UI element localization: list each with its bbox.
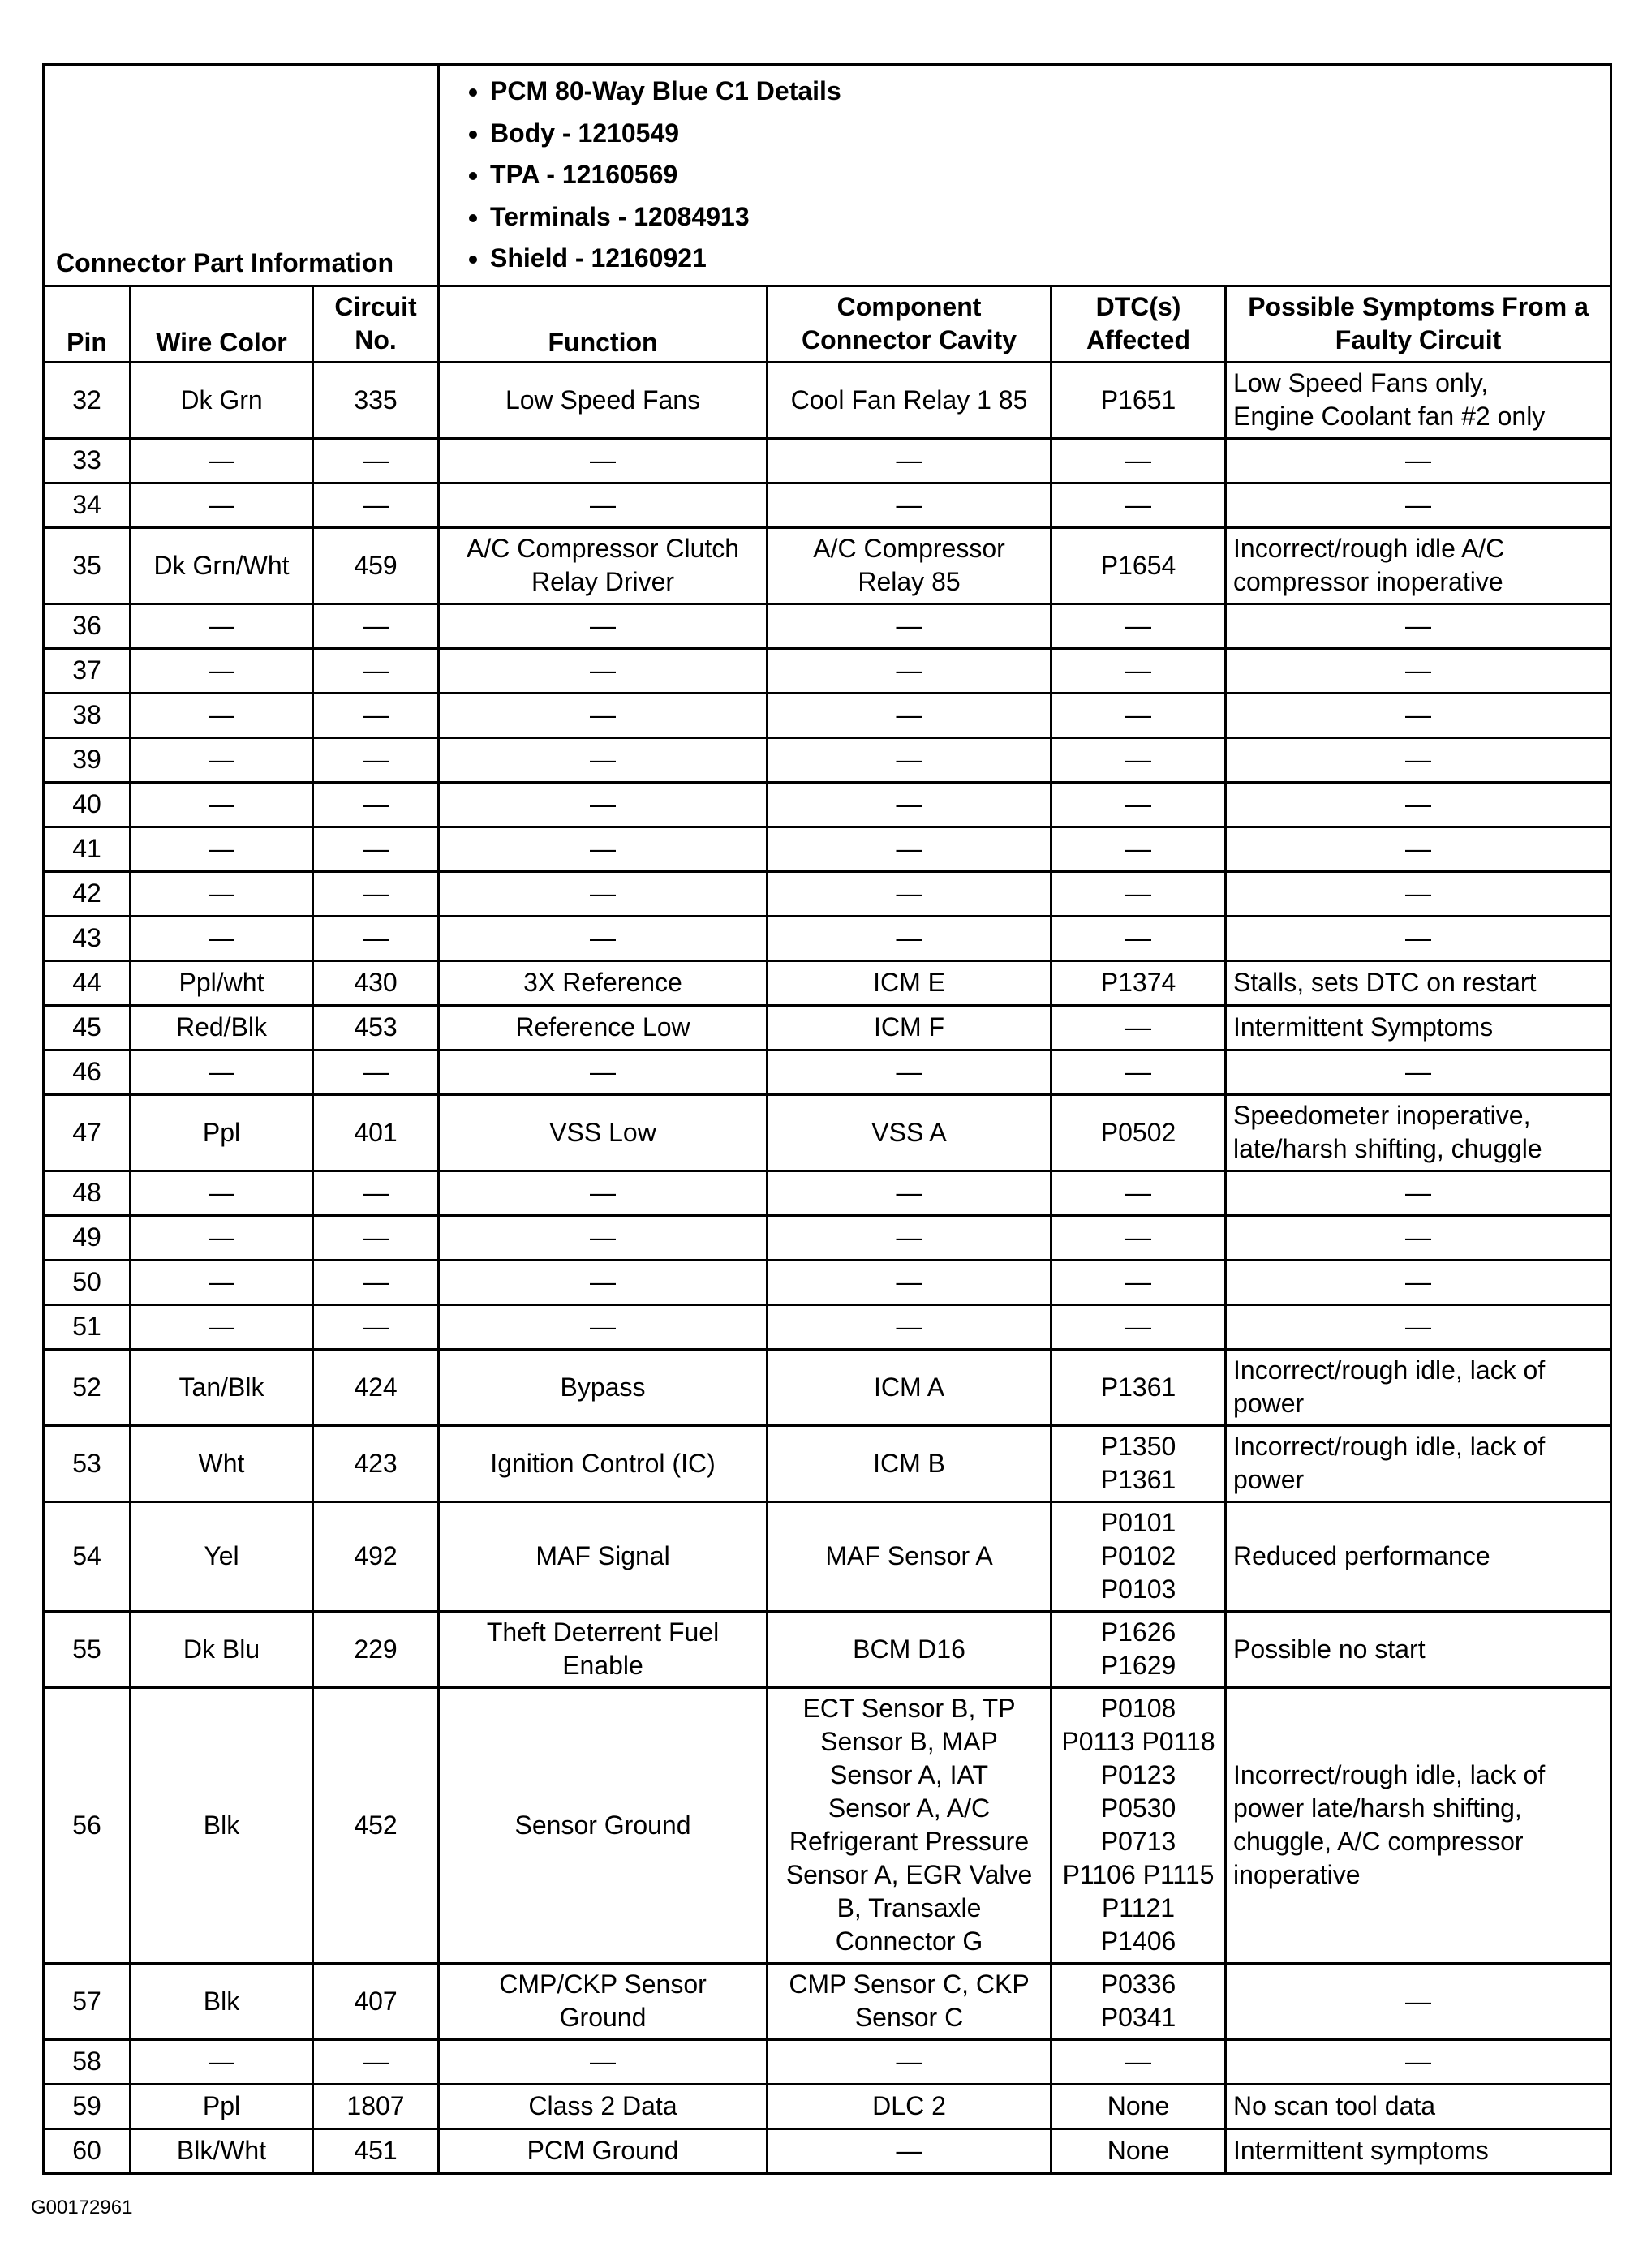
circuit-cell: 459 xyxy=(313,527,439,604)
wire-color-cell: — xyxy=(131,483,313,527)
dtc-cell: — xyxy=(1051,604,1226,648)
dtc-cell: — xyxy=(1051,483,1226,527)
symptoms-cell: — xyxy=(1226,2039,1611,2084)
dtc-cell: — xyxy=(1051,1215,1226,1260)
dtc-cell: — xyxy=(1051,693,1226,737)
table-row xyxy=(44,1094,1611,1171)
wire-color-cell: Blk xyxy=(131,1963,313,2039)
symptoms-cell: Possible no start xyxy=(1226,1611,1611,1687)
wire-color-cell: — xyxy=(131,1171,313,1215)
table-row xyxy=(44,960,1611,1005)
wire-color-cell: — xyxy=(131,871,313,916)
circuit-cell: 424 xyxy=(313,1349,439,1425)
dtc-cell: P0336 P0341 xyxy=(1051,1963,1226,2039)
function-cell: — xyxy=(439,1171,768,1215)
pin-cell: 36 xyxy=(44,604,131,648)
table-row xyxy=(44,693,1611,737)
wire-color-cell: — xyxy=(131,604,313,648)
table-row xyxy=(44,604,1611,648)
table-row xyxy=(44,1050,1611,1094)
cavity-cell: — xyxy=(768,483,1051,527)
table-row xyxy=(44,527,1611,604)
symptoms-cell: — xyxy=(1226,1171,1611,1215)
pin-cell: 39 xyxy=(44,737,131,782)
cavity-cell: VSS A xyxy=(768,1094,1051,1171)
pin-cell: 44 xyxy=(44,960,131,1005)
wire-color-cell: — xyxy=(131,648,313,693)
part-info-item: • TPA - 12160569 xyxy=(490,154,1610,196)
wire-color-cell: Tan/Blk xyxy=(131,1349,313,1425)
cavity-cell: — xyxy=(768,1260,1051,1304)
dtc-cell: — xyxy=(1051,1050,1226,1094)
dtc-cell: P0108 P0113 P0118 P0123 P0530 P0713 P1106 P1115 P1121 P1406 xyxy=(1051,1687,1226,1963)
table-row xyxy=(44,1501,1611,1611)
pin-cell: 33 xyxy=(44,438,131,483)
dtc-cell: — xyxy=(1051,1304,1226,1349)
cavity-cell: — xyxy=(768,827,1051,871)
function-cell: — xyxy=(439,693,768,737)
dtc-cell: P1374 xyxy=(1051,960,1226,1005)
pin-cell: 40 xyxy=(44,782,131,827)
connector-part-info-label: Connector Part Information xyxy=(44,65,439,286)
wire-color-cell: Blk/Wht xyxy=(131,2128,313,2173)
wire-color-cell: Blk xyxy=(131,1687,313,1963)
circuit-cell: — xyxy=(313,693,439,737)
pin-cell: 48 xyxy=(44,1171,131,1215)
function-cell: — xyxy=(439,2039,768,2084)
function-cell: Bypass xyxy=(439,1349,768,1425)
dtc-cell: P1361 xyxy=(1051,1349,1226,1425)
dtc-cell: None xyxy=(1051,2084,1226,2128)
table-row xyxy=(44,1687,1611,1963)
circuit-cell: — xyxy=(313,1260,439,1304)
table-row xyxy=(44,782,1611,827)
circuit-cell: — xyxy=(313,1304,439,1349)
function-cell: Ignition Control (IC) xyxy=(439,1425,768,1501)
wire-color-cell: — xyxy=(131,1215,313,1260)
function-cell: Low Speed Fans xyxy=(439,362,768,438)
pin-cell: 47 xyxy=(44,1094,131,1171)
part-info-item: • PCM 80-Way Blue C1 Details xyxy=(490,71,1610,113)
pin-cell: 51 xyxy=(44,1304,131,1349)
table-row xyxy=(44,1963,1611,2039)
function-cell: — xyxy=(439,737,768,782)
wire-color-cell: — xyxy=(131,737,313,782)
cavity-cell: — xyxy=(768,2128,1051,2173)
symptoms-cell: Low Speed Fans only, Engine Coolant fan #2 only xyxy=(1226,362,1611,438)
symptoms-cell: Reduced performance xyxy=(1226,1501,1611,1611)
function-cell: Class 2 Data xyxy=(439,2084,768,2128)
symptoms-cell: — xyxy=(1226,737,1611,782)
function-cell: Reference Low xyxy=(439,1005,768,1050)
circuit-cell: 492 xyxy=(313,1501,439,1611)
symptoms-cell: — xyxy=(1226,1050,1611,1094)
cavity-cell: — xyxy=(768,916,1051,960)
circuit-cell: — xyxy=(313,648,439,693)
header-pin: Pin xyxy=(44,286,131,362)
pin-cell: 59 xyxy=(44,2084,131,2128)
wire-color-cell: — xyxy=(131,693,313,737)
part-info-item: • Body - 1210549 xyxy=(490,113,1610,155)
circuit-cell: — xyxy=(313,916,439,960)
circuit-cell: — xyxy=(313,827,439,871)
function-cell: — xyxy=(439,1050,768,1094)
cavity-cell: — xyxy=(768,1171,1051,1215)
connector-part-info-list xyxy=(440,66,1610,285)
symptoms-cell: Stalls, sets DTC on restart xyxy=(1226,960,1611,1005)
table-row xyxy=(44,2084,1611,2128)
pin-cell: 45 xyxy=(44,1005,131,1050)
function-cell: — xyxy=(439,438,768,483)
header-symptoms: Possible Symptoms From a Faulty Circuit xyxy=(1226,286,1611,362)
circuit-cell: — xyxy=(313,871,439,916)
function-cell: — xyxy=(439,1304,768,1349)
symptoms-cell: — xyxy=(1226,916,1611,960)
pin-cell: 58 xyxy=(44,2039,131,2084)
dtc-cell: P0502 xyxy=(1051,1094,1226,1171)
circuit-cell: — xyxy=(313,782,439,827)
dtc-cell: — xyxy=(1051,737,1226,782)
figure-id: G00172961 xyxy=(31,2197,133,2219)
connector-pinout-table xyxy=(42,63,1612,2175)
symptoms-cell: Intermittent symptoms xyxy=(1226,2128,1611,2173)
part-info-item: • Terminals - 12084913 xyxy=(490,196,1610,238)
table-row xyxy=(44,362,1611,438)
circuit-cell: — xyxy=(313,1050,439,1094)
circuit-cell: — xyxy=(313,1171,439,1215)
cavity-cell: — xyxy=(768,604,1051,648)
function-cell: PCM Ground xyxy=(439,2128,768,2173)
table-row xyxy=(44,1349,1611,1425)
wire-color-cell: — xyxy=(131,827,313,871)
table-row xyxy=(44,648,1611,693)
function-cell: — xyxy=(439,916,768,960)
function-cell: — xyxy=(439,782,768,827)
pin-cell: 32 xyxy=(44,362,131,438)
circuit-cell: — xyxy=(313,737,439,782)
header-function: Function xyxy=(439,286,768,362)
function-cell: — xyxy=(439,1260,768,1304)
table-row xyxy=(44,1215,1611,1260)
symptoms-cell: Incorrect/rough idle A/C compressor inoperative xyxy=(1226,527,1611,604)
dtc-cell: None xyxy=(1051,2128,1226,2173)
pin-cell: 43 xyxy=(44,916,131,960)
dtc-cell: — xyxy=(1051,1260,1226,1304)
cavity-cell: — xyxy=(768,737,1051,782)
circuit-cell: 452 xyxy=(313,1687,439,1963)
cavity-cell: BCM D16 xyxy=(768,1611,1051,1687)
cavity-cell: ICM B xyxy=(768,1425,1051,1501)
wire-color-cell: Dk Blu xyxy=(131,1611,313,1687)
table-row xyxy=(44,871,1611,916)
wire-color-cell: Yel xyxy=(131,1501,313,1611)
cavity-cell: MAF Sensor A xyxy=(768,1501,1051,1611)
pin-cell: 42 xyxy=(44,871,131,916)
circuit-cell: — xyxy=(313,483,439,527)
symptoms-cell: — xyxy=(1226,483,1611,527)
pin-cell: 41 xyxy=(44,827,131,871)
function-cell: — xyxy=(439,483,768,527)
circuit-cell: 423 xyxy=(313,1425,439,1501)
wire-color-cell: — xyxy=(131,1304,313,1349)
wire-color-cell: — xyxy=(131,782,313,827)
circuit-cell: 401 xyxy=(313,1094,439,1171)
table-row xyxy=(44,1304,1611,1349)
symptoms-cell: — xyxy=(1226,871,1611,916)
dtc-cell: — xyxy=(1051,1171,1226,1215)
table-row xyxy=(44,1425,1611,1501)
cavity-cell: — xyxy=(768,438,1051,483)
symptoms-cell: Intermittent Symptoms xyxy=(1226,1005,1611,1050)
header-cavity: Component Connector Cavity xyxy=(768,286,1051,362)
wire-color-cell: Ppl/wht xyxy=(131,960,313,1005)
wire-color-cell: — xyxy=(131,2039,313,2084)
cavity-cell: — xyxy=(768,1215,1051,1260)
pin-cell: 56 xyxy=(44,1687,131,1963)
pin-cell: 35 xyxy=(44,527,131,604)
wire-color-cell: Dk Grn/Wht xyxy=(131,527,313,604)
dtc-cell: P0101 P0102 P0103 xyxy=(1051,1501,1226,1611)
cavity-cell: ICM F xyxy=(768,1005,1051,1050)
wire-color-cell: — xyxy=(131,1260,313,1304)
table-row xyxy=(44,483,1611,527)
header-dtc: DTC(s) Affected xyxy=(1051,286,1226,362)
cavity-cell: — xyxy=(768,693,1051,737)
circuit-cell: 229 xyxy=(313,1611,439,1687)
dtc-cell: — xyxy=(1051,1005,1226,1050)
cavity-cell: — xyxy=(768,2039,1051,2084)
circuit-cell: — xyxy=(313,604,439,648)
pin-cell: 54 xyxy=(44,1501,131,1611)
circuit-cell: — xyxy=(313,2039,439,2084)
cavity-cell: CMP Sensor C, CKP Sensor C xyxy=(768,1963,1051,2039)
table-row xyxy=(44,737,1611,782)
cavity-cell: — xyxy=(768,1050,1051,1094)
pin-cell: 60 xyxy=(44,2128,131,2173)
dtc-cell: — xyxy=(1051,916,1226,960)
function-cell: — xyxy=(439,604,768,648)
wire-color-cell: Red/Blk xyxy=(131,1005,313,1050)
symptoms-cell: — xyxy=(1226,827,1611,871)
pin-cell: 53 xyxy=(44,1425,131,1501)
dtc-cell: P1651 xyxy=(1051,362,1226,438)
cavity-cell: — xyxy=(768,871,1051,916)
dtc-cell: P1350 P1361 xyxy=(1051,1425,1226,1501)
symptoms-cell: Incorrect/rough idle, lack of power late/harsh shifting, chuggle, A/C compressor inoperative xyxy=(1226,1687,1611,1963)
function-cell: MAF Signal xyxy=(439,1501,768,1611)
function-cell: 3X Reference xyxy=(439,960,768,1005)
circuit-cell: — xyxy=(313,438,439,483)
wire-color-cell: — xyxy=(131,1050,313,1094)
pin-cell: 38 xyxy=(44,693,131,737)
function-cell: — xyxy=(439,1215,768,1260)
pin-cell: 37 xyxy=(44,648,131,693)
table-row xyxy=(44,827,1611,871)
function-cell: — xyxy=(439,648,768,693)
cavity-cell: ICM A xyxy=(768,1349,1051,1425)
wire-color-cell: — xyxy=(131,438,313,483)
symptoms-cell: — xyxy=(1226,1215,1611,1260)
pin-cell: 57 xyxy=(44,1963,131,2039)
part-info-item: • Shield - 12160921 xyxy=(490,238,1610,280)
symptoms-cell: — xyxy=(1226,782,1611,827)
circuit-cell: 407 xyxy=(313,1963,439,2039)
symptoms-cell: Incorrect/rough idle, lack of power xyxy=(1226,1349,1611,1425)
connector-part-info-cell xyxy=(439,65,1611,286)
cavity-cell: — xyxy=(768,1304,1051,1349)
symptoms-cell: — xyxy=(1226,438,1611,483)
cavity-cell: A/C Compressor Relay 85 xyxy=(768,527,1051,604)
symptoms-cell: — xyxy=(1226,1260,1611,1304)
dtc-cell: P1626 P1629 xyxy=(1051,1611,1226,1687)
circuit-cell: 1807 xyxy=(313,2084,439,2128)
table-row xyxy=(44,1260,1611,1304)
cavity-cell: Cool Fan Relay 1 85 xyxy=(768,362,1051,438)
wire-color-cell: Ppl xyxy=(131,1094,313,1171)
symptoms-cell: — xyxy=(1226,604,1611,648)
pin-cell: 55 xyxy=(44,1611,131,1687)
table-row xyxy=(44,2128,1611,2173)
circuit-cell: 453 xyxy=(313,1005,439,1050)
cavity-cell: ICM E xyxy=(768,960,1051,1005)
column-header-row xyxy=(44,286,1611,362)
pin-cell: 46 xyxy=(44,1050,131,1094)
function-cell: A/C Compressor Clutch Relay Driver xyxy=(439,527,768,604)
symptoms-cell: — xyxy=(1226,1304,1611,1349)
table-row xyxy=(44,1171,1611,1215)
dtc-cell: — xyxy=(1051,648,1226,693)
circuit-cell: 335 xyxy=(313,362,439,438)
table-row xyxy=(44,916,1611,960)
pin-cell: 50 xyxy=(44,1260,131,1304)
header-wire-color: Wire Color xyxy=(131,286,313,362)
function-cell: — xyxy=(439,827,768,871)
dtc-cell: — xyxy=(1051,871,1226,916)
table-row xyxy=(44,2039,1611,2084)
table-row xyxy=(44,1611,1611,1687)
symptoms-cell: — xyxy=(1226,1963,1611,2039)
dtc-cell: — xyxy=(1051,2039,1226,2084)
pin-cell: 34 xyxy=(44,483,131,527)
symptoms-cell: — xyxy=(1226,648,1611,693)
cavity-cell: DLC 2 xyxy=(768,2084,1051,2128)
circuit-cell: 451 xyxy=(313,2128,439,2173)
table-row xyxy=(44,1005,1611,1050)
dtc-cell: — xyxy=(1051,827,1226,871)
circuit-cell: — xyxy=(313,1215,439,1260)
dtc-cell: — xyxy=(1051,438,1226,483)
function-cell: Sensor Ground xyxy=(439,1687,768,1963)
connector-part-info-row xyxy=(44,65,1611,286)
wire-color-cell: Ppl xyxy=(131,2084,313,2128)
wire-color-cell: — xyxy=(131,916,313,960)
dtc-cell: P1654 xyxy=(1051,527,1226,604)
cavity-cell: ECT Sensor B, TP Sensor B, MAP Sensor A, IAT Sensor A, A/C Refrigerant Pressure Sensor A, EGR Valve B, Transaxle Connector G xyxy=(768,1687,1051,1963)
cavity-cell: — xyxy=(768,782,1051,827)
pin-cell: 49 xyxy=(44,1215,131,1260)
wire-color-cell: Dk Grn xyxy=(131,362,313,438)
cavity-cell: — xyxy=(768,648,1051,693)
function-cell: VSS Low xyxy=(439,1094,768,1171)
wire-color-cell: Wht xyxy=(131,1425,313,1501)
header-circuit: Circuit No. xyxy=(313,286,439,362)
table-row xyxy=(44,438,1611,483)
dtc-cell: — xyxy=(1051,782,1226,827)
symptoms-cell: — xyxy=(1226,693,1611,737)
symptoms-cell: Incorrect/rough idle, lack of power xyxy=(1226,1425,1611,1501)
symptoms-cell: No scan tool data xyxy=(1226,2084,1611,2128)
function-cell: CMP/CKP Sensor Ground xyxy=(439,1963,768,2039)
function-cell: — xyxy=(439,871,768,916)
symptoms-cell: Speedometer inoperative, late/harsh shifting, chuggle xyxy=(1226,1094,1611,1171)
circuit-cell: 430 xyxy=(313,960,439,1005)
pin-cell: 52 xyxy=(44,1349,131,1425)
function-cell: Theft Deterrent Fuel Enable xyxy=(439,1611,768,1687)
